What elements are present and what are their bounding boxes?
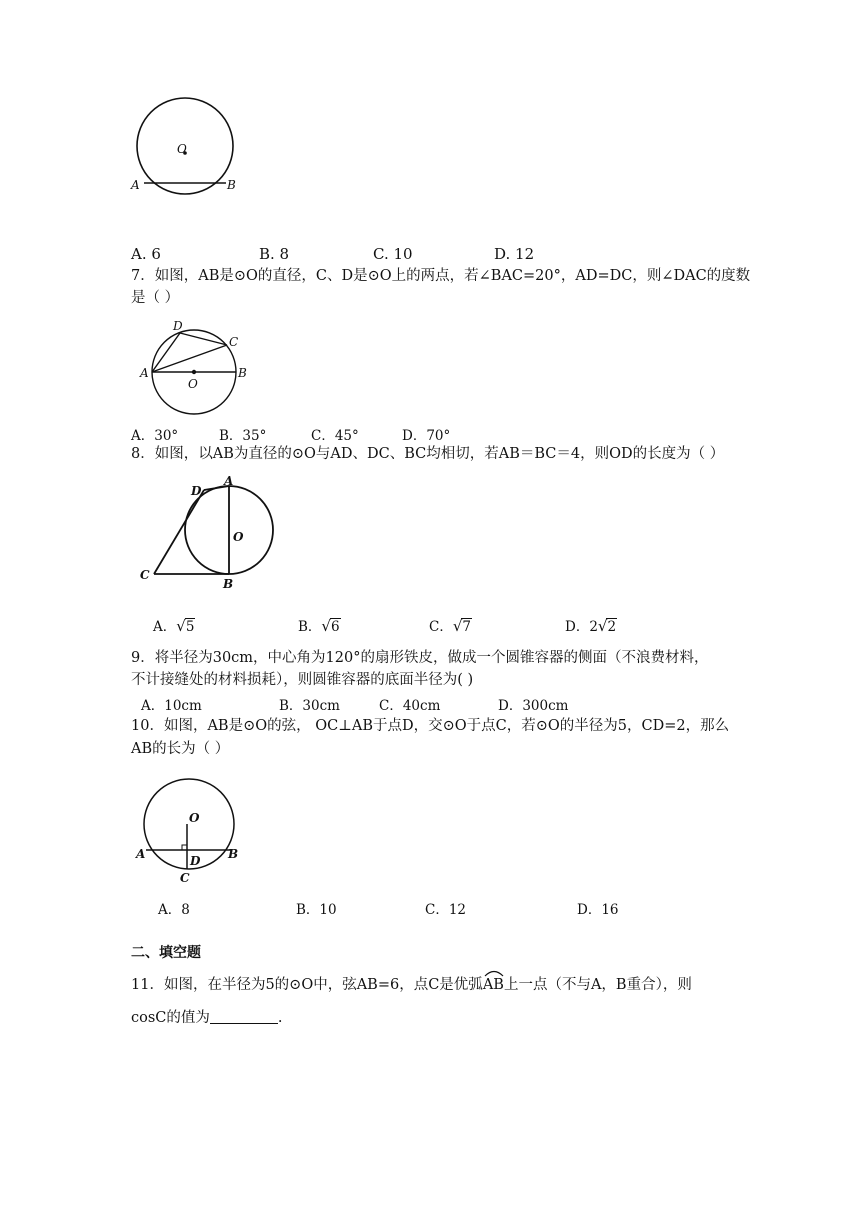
q7-label-o: O [188,377,198,391]
q11-arc-mark [483,967,505,977]
q11-line1-pre: 11．如图，在半径为5的⊙O中，弦AB=6，点C是优弧 [131,977,483,993]
q11-question-line2 [131,1008,283,1028]
q10-label-d: D [190,854,201,868]
q11-question-line1 [131,975,692,995]
q8-option-c-radicand: 7 [462,619,471,635]
q6-option-a: A. 6 [131,245,161,263]
q11-line2-pre: cosC的值为 [131,1010,210,1026]
q8-figure [134,476,279,591]
q10-label-a: A [136,847,146,861]
q11-line2-post: . [277,1010,283,1026]
q6-option-d: D. 12 [494,245,535,263]
q8-option-a [153,615,195,635]
q8-label-o: O [233,530,244,544]
q8-option-c [429,615,472,635]
q7-chord-ac [152,345,227,372]
q8-label-a: A [224,474,234,488]
q7-option-a: A．30° [131,428,179,444]
q7-label-b: B [238,366,247,380]
q8-label-c: C [140,568,150,582]
q10-question-line1: 10．如图，AB是⊙O的弦， OC⊥AB于点D，交⊙O于点C，若⊙O的半径为5，CD=2，那么 [131,718,730,734]
q11-arc-label: AB [482,977,504,993]
q8-option-b-sqrt: √6 [321,617,340,635]
q10-option-a: A．8 [158,902,190,918]
q7-option-d: D．70° [402,428,451,444]
q7-figure [138,316,258,416]
q9-option-b: B．30cm [279,698,340,714]
q6-label-a: A [131,178,140,192]
q10-option-b: B．10 [296,902,337,918]
q10-question-line2: AB的长为（ ） [131,741,230,757]
q6-label-b: B [227,178,236,192]
q6-figure [126,98,246,198]
q7-question-line1: 7．如图，AB是⊙O的直径，C、D是⊙O上的两点，若∠BAC=20°，AD=DC，则∠DAC的度数 [131,268,751,284]
q8-label-b: B [223,577,234,591]
q8-option-b-radicand: 6 [330,619,340,635]
q9-question-line1: 9．将半径为30cm，中心角为120°的扇形铁皮，做成一个圆锥容器的侧面（不浪费材料， [131,650,709,666]
q11-line1-post: 上一点（不与A，B重合），则 [503,977,692,993]
q10-label-b: B [228,847,239,861]
q7-option-b: B．35° [219,428,267,444]
q10-label-o: O [189,811,200,825]
q11-answer-blank[interactable] [210,1009,278,1024]
q8-option-c-letter: C． [429,619,453,635]
q7-label-c: C [229,335,239,349]
q8-option-d-sqrt: √2 [597,617,617,635]
q8-option-d [565,615,617,635]
q8-option-b-letter: B． [298,619,322,635]
q10-option-c: C．12 [425,902,467,918]
q8-option-d-coef: 2 [589,619,598,635]
q8-option-a-radicand: 5 [185,619,195,635]
q7-option-c: C．45° [311,428,359,444]
q8-option-d-radicand: 2 [607,619,617,635]
q9-option-d: D．300cm [498,698,569,714]
q8-option-d-letter: D． [565,619,590,635]
q7-label-a: A [140,366,149,380]
q7-center-dot [192,370,196,374]
q6-option-c: C. 10 [373,245,413,263]
q10-figure [132,778,252,888]
q9-option-c: C．40cm [379,698,441,714]
section2-heading: 二、填空题 [131,945,201,961]
q8-question-line1: 8．如图，以AB为直径的⊙O与AD、DC、BC均相切，若AB＝BC＝4，则OD的长度为（ ） [131,446,725,462]
q8-option-a-letter: A． [153,619,177,635]
q8-option-a-sqrt: √5 [176,617,195,635]
q7-label-d: D [173,319,183,333]
q7-question-line2: 是（ ） [131,290,180,306]
q6-option-b: B. 8 [259,245,290,263]
q8-option-b [298,615,341,635]
q8-label-d: D [191,484,202,498]
q8-option-c-sqrt: √7 [452,617,471,635]
q9-option-a: A．10cm [141,698,202,714]
q11-arc-ab [483,975,504,995]
q10-option-d: D．16 [577,902,619,918]
q6-label-o: O [177,142,187,156]
q9-question-line2: 不计接缝处的材料损耗），则圆锥容器的底面半径为( ) [131,672,474,688]
q10-label-c: C [180,871,190,885]
q8-tangent-dc [154,490,204,574]
